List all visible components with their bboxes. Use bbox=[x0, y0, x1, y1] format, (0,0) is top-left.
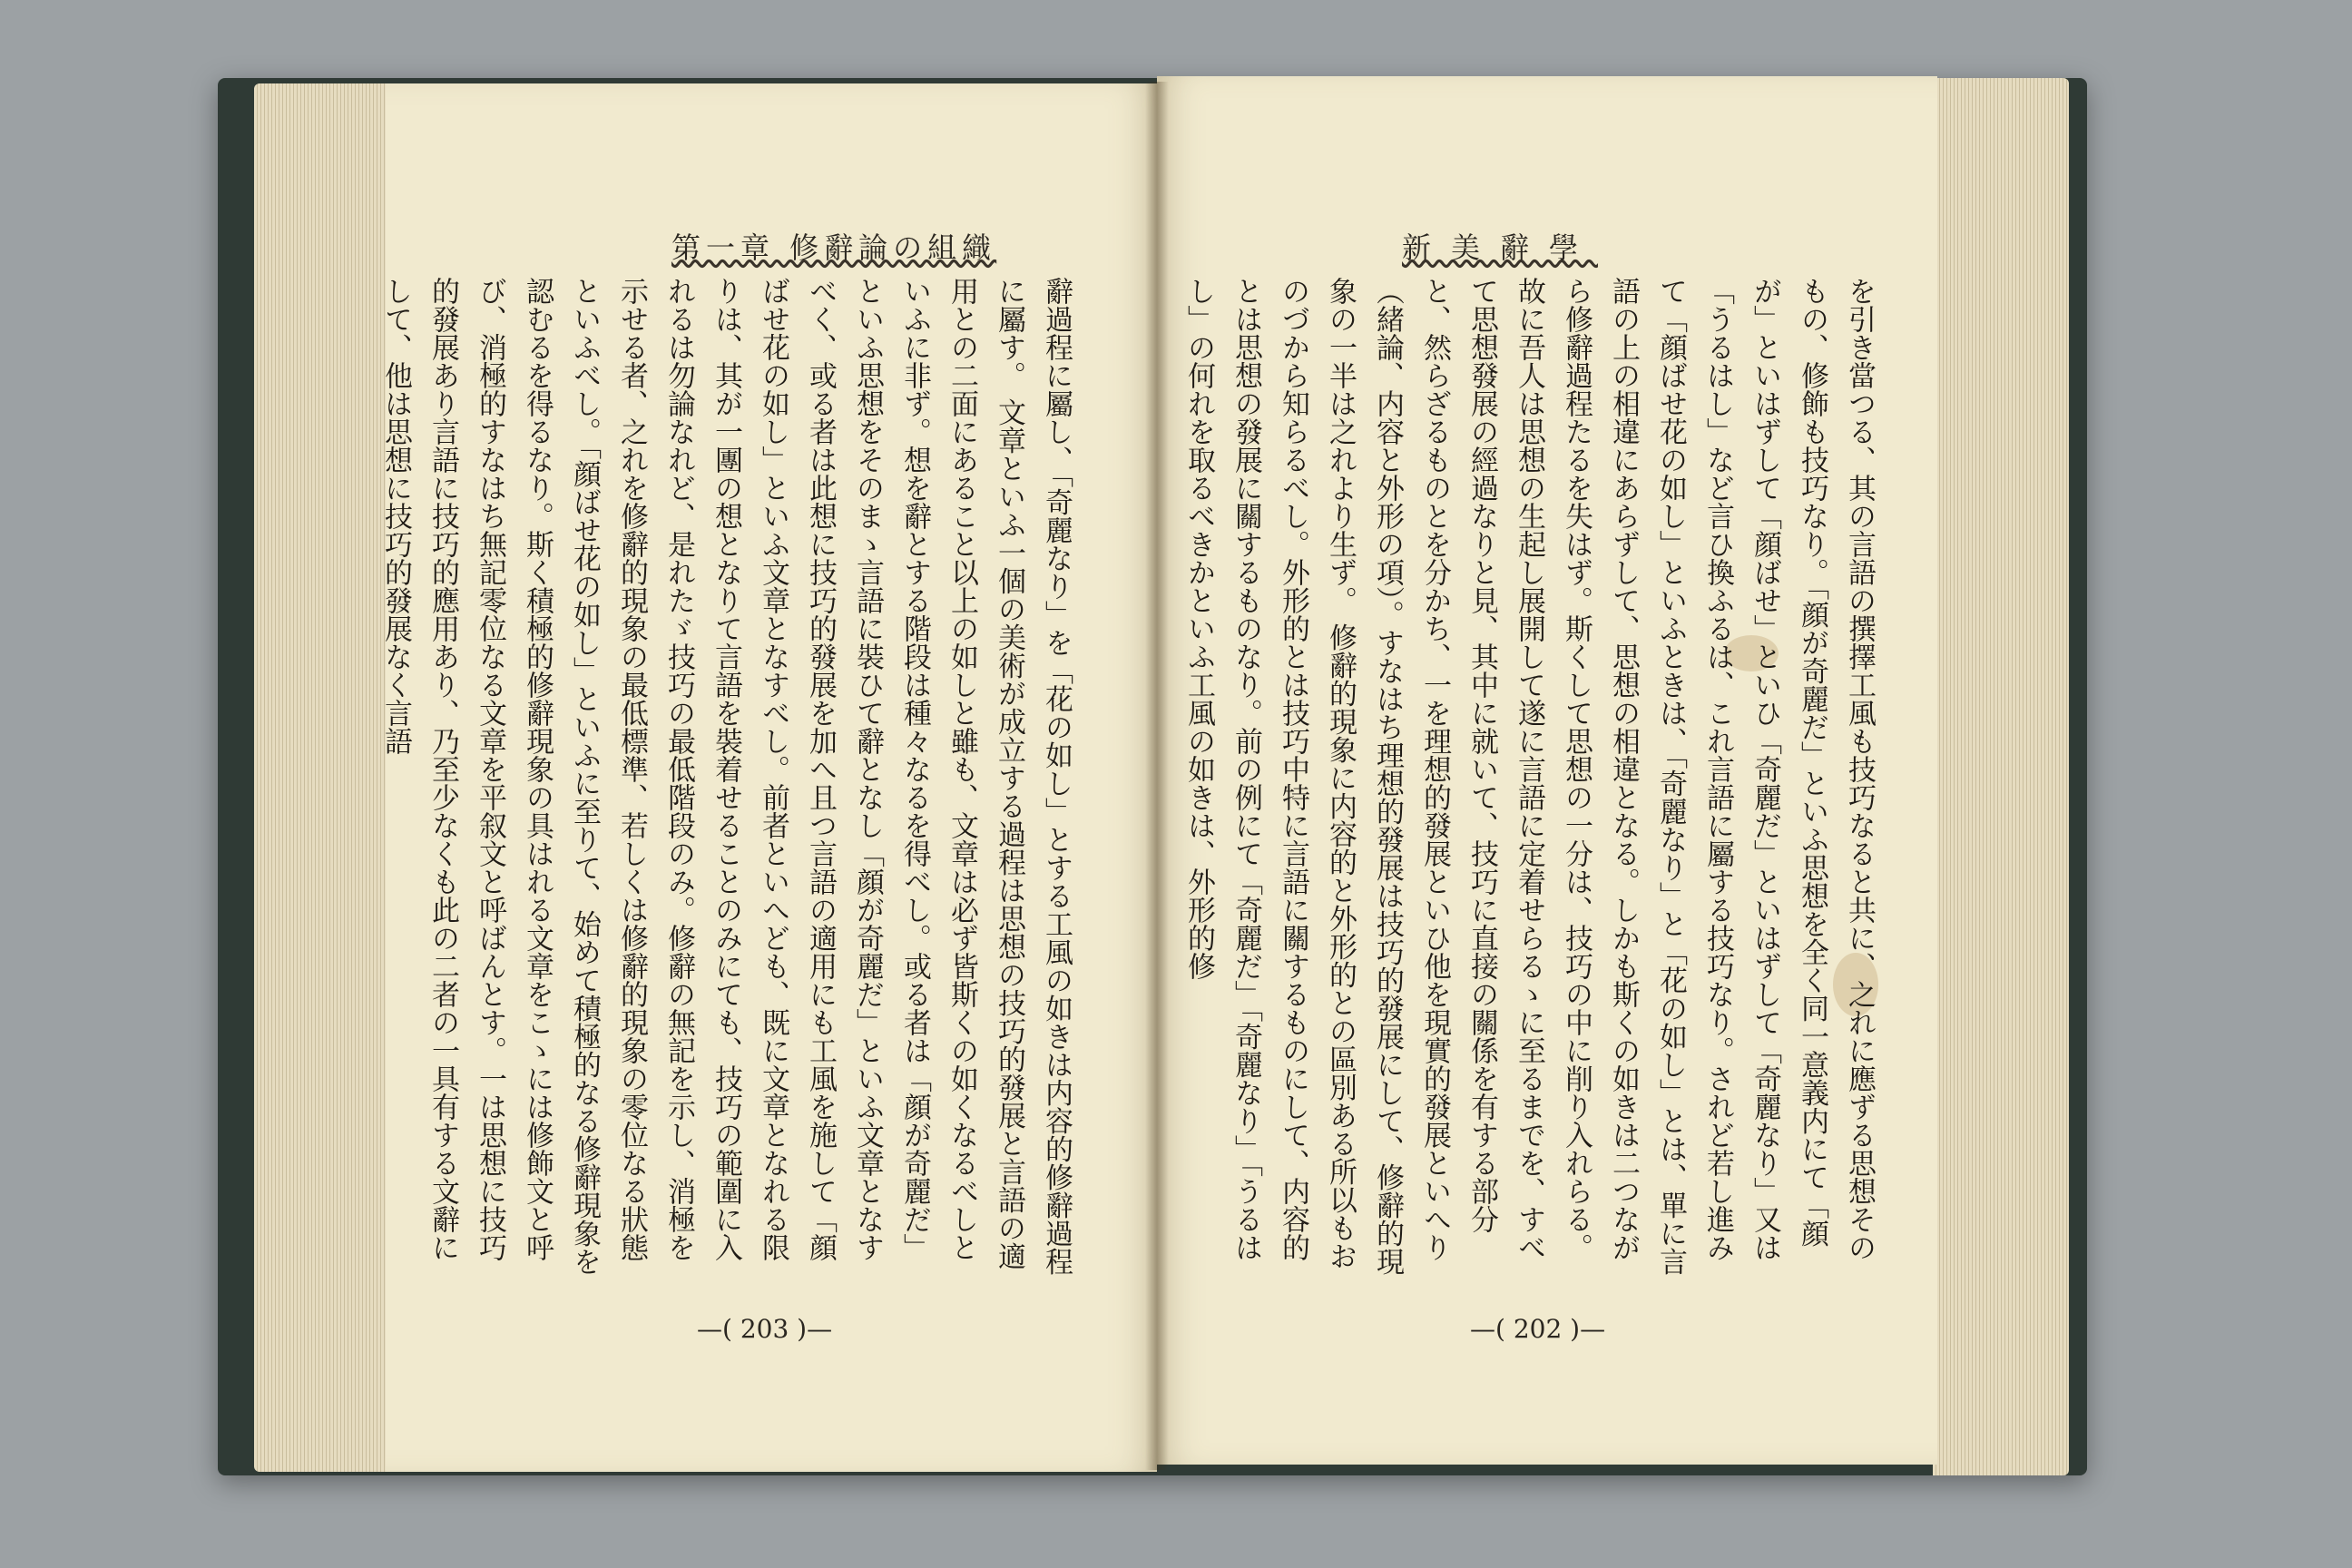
left-page-edges bbox=[254, 83, 390, 1472]
left-body-text: 辭過程に屬し、「奇麗なり」を「花の如し」とする工風の如きは内容的修辭過程に屬す。 文章といふ一個の美術が成立する過程は思想の技巧的發展と言語の適用との二面にあること以上の如しと雖も、文章は必ず皆斯くの如くなるべしといふに非ず。想を辭とする階段は種々なるを得べし。或る者は「顔が奇麗だ」といふ思想をそのまゝ言語に裝ひて辭となし「顔が奇麗だ」といふ文章となすべく、或る者は此想に技巧的發展を加へ且つ言語の適用にも工風を施して「顔ばせ花の如し」といふ文章となすべし。前者といへども、既に文章となれる限りは、其が一團の想となりて言語を裝着せることのみにても、技巧の範圍に入れるは勿論なれど、是れたゞ技巧の最低階段のみ。修辭の無記を示し、消極を示せる者、之れを修辭的現象の最低標準、若しくは修辭的現象の零位なる狀態といふべし。「顔ばせ花の如し」といふに至りて、始めて積極的なる修辭現象を認むるを得るなり。斯く積極的修辭現象の具はれる文章をこゝには修飾文と呼び、消極的すなはち無記零位なる文章を平叙文と呼ばんとす。一は思想に技巧的發展あり言語に技巧的應用あり、乃至少なくも此の二者の一具有する文辭にして、他は思想に技巧的發展なく言語 bbox=[379, 277, 1073, 1276]
right-body-text: を引き當つる、其の言語の撰擇工風も技巧なると共に、之れに應ずる思想そのもの、修飾も技巧なり。「顔が奇麗だ」といふ思想を全く同一意義内にて「顔が」といはずして「顔ばせ」といひ「奇麗だ」といはずして「奇麗なり」又は「うるはし」など言ひ換ふるは、これ言語に屬する技巧なり。されど若し進みて「顔ばせ花の如し」といふときは、「奇麗なり」と「花の如し」とは、單に言語の上の相違にあらずして、思想の相違となる。しかも斯くの如きは二つながら修辭過程たるを失はず。斯くして思想の一分は、技巧の中に削り入れらる。故に吾人は思想の生起し展開して遂に言語に定着せらるゝに至るまでを、すべて思想發展の經過なりと見、其中に就いて、技巧に直接の關係を有する部分と、然らざるものとを分かち、一を理想的發展といひ他を現實的發展といへり（緒論、内容と外形の項）。すなはち理想的發展は技巧的發展にして、修辭的現象の一半は之れより生ず。 修辭的現象に内容的と外形的との區別ある所以もおのづから知らるべし。外形的とは技巧中特に言語に關するものにして、内容的とは思想の發展に關するものなり。前の例にて「奇麗だ」「奇麗なり」「うるはし」の何れを取るべきかといふ工風の如きは、外形的修 bbox=[1182, 277, 1876, 1276]
right-page-number: —( 202 )— bbox=[1470, 1314, 1606, 1344]
right-page-body bbox=[1182, 277, 1883, 1284]
left-running-header: 第一章 修辭論の組織 bbox=[671, 230, 997, 265]
right-page-edges bbox=[1933, 78, 2069, 1475]
book-gutter bbox=[1145, 82, 1169, 1470]
left-page-body bbox=[379, 277, 1080, 1284]
right-running-header: 新美辭學 bbox=[1402, 230, 1599, 265]
left-page-number: —( 203 )— bbox=[697, 1314, 833, 1344]
